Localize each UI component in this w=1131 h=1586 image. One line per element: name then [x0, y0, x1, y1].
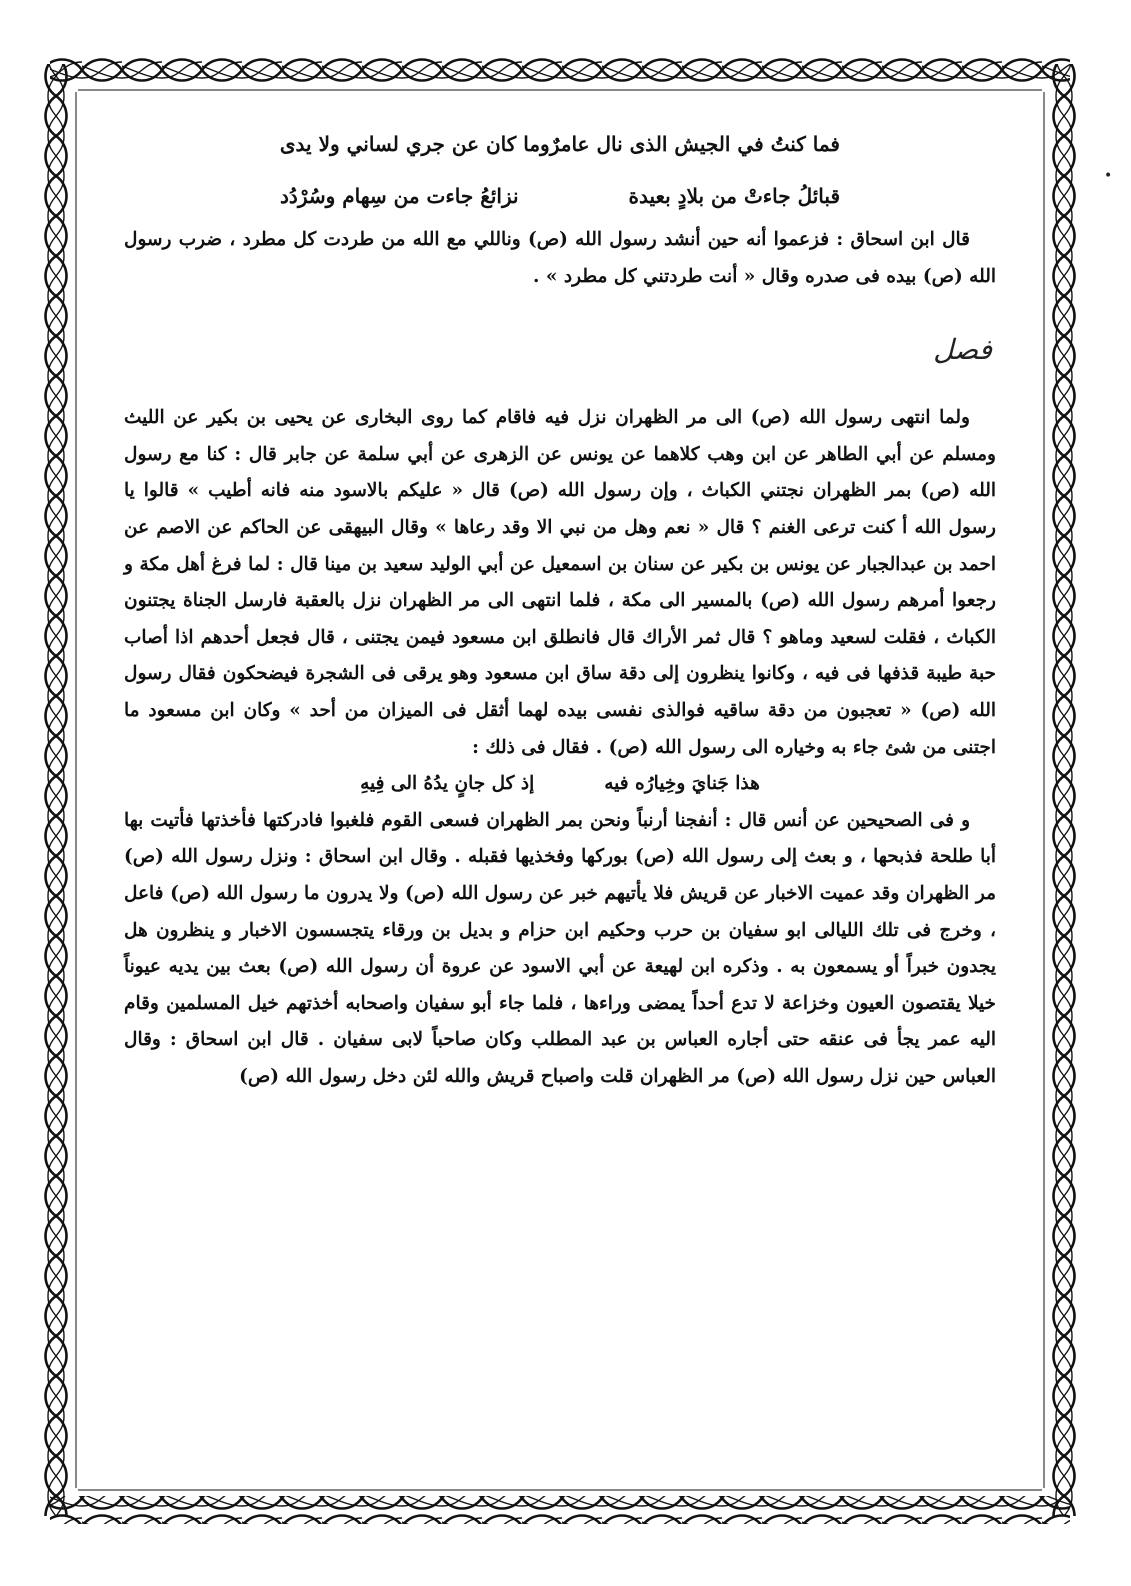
- verse-hemistich-right: فما كنتُ في الجيش الذى نال عامرٌ: [549, 132, 840, 156]
- page-content: [124, 118, 996, 1462]
- verse-hemistich-left: نزائعُ جاءت من سِهام وسُرْدُد: [280, 184, 519, 208]
- margin-mark: •: [1104, 168, 1113, 184]
- body-paragraph: ولما انتهى رسول الله (ص) الى مر الظهران نزل فيه فاقام كما روى البخارى عن يحيى بن بكير عن الليث ومسلم عن أبي الطاهر عن ابن وهب كلاهما عن يونس عن الزهرى عن أبي سلمة عن جابر قال : كنا مع رسول الله (ص) بمر الظهران نجتني الكباث ، وإن رسول الله (ص) قال « عليكم بالاسود منه فانه أطيب » قالوا يا رسول الله أ كنت ترعى الغنم ؟ قال « نعم وهل من نبي الا وقد رعاها » وقال البيهقى عن الحاكم عن الاصم عن احمد بن عبدالجبار عن يونس بن بكير عن سنان بن اسمعيل عن أبي الوليد سعيد بن مينا قال : لما فرغ أهل مكة و رجعوا أمرهم رسول الله (ص) بالمسير الى مكة ، فلما انتهى الى مر الظهران نزل بالعقبة فارسل الجناة يجتنون الكباث ، فقلت لسعيد وماهو ؟ قال ثمر الأراك قال فانطلق ابن مسعود فيمن يجتنى ، قال فجعل أحدهم اذا أصاب حبة طيبة قذفها فى فيه ، وكانوا ينظرون إلى دقة ساق ابن مسعود وهو يرقى فى الشجرة فيضحكون فقال رسول الله (ص) « تعجبون من دقة ساقيه فوالذى نفسى بيده لهما أثقل فى الميزان من أحد » وكان ابن مسعود ما اجتنى من شئ جاء به وخياره الى رسول الله (ص) . فقال فى ذلك :: [124, 407, 996, 758]
- verse-hemistich-right: قبائلُ جاءتْ من بلادٍ بعيدة: [628, 184, 840, 208]
- intro-paragraph: قال ابن اسحاق : فزعموا أنه حين أنشد رسول الله (ص) وناللي مع الله من طردت كل مطرد ، ضرب رسول الله (ص) بيده فى صدره وقال « أنت طردتني كل مطرد » .: [124, 229, 996, 287]
- verse-hemistich-right: هذا جَنايَ وخِيارُه فيه: [604, 773, 760, 795]
- page-frame: [42, 56, 1078, 1524]
- poem-verse: [280, 170, 840, 222]
- section-heading: فصل: [933, 333, 992, 367]
- inline-verse: [124, 766, 996, 803]
- poem-verse: [280, 118, 840, 170]
- body-paragraph: و فى الصحيحين عن أنس قال : أنفجنا أرنباً ونحن بمر الظهران فسعى القوم فلغبوا فادركتها فأخذتها فأتيت بها أبا طلحة فذبحها ، و بعث إلى رسول الله (ص) بوركها وفخذيها فقبله . وقال ابن اسحاق : ونزل رسول الله (ص) مر الظهران وقد عميت الاخبار عن قريش فلا يأتيهم خبر عن رسول الله (ص) ولا يدرون ما رسول الله (ص) فاعل ، وخرج فى تلك الليالى ابو سفيان بن حرب وحكيم ابن حزام و بديل بن ورقاء يتجسسون الاخبار و ينظرون هل يجدون خبراً أو يسمعون به . وذكره ابن لهيعة عن أبي الاسود عن عروة أن رسول الله (ص) بعث بين يديه عيوناً خيلا يقتصون العيون وخزاعة لا تدع أحداً يمضى وراءها ، فلما جاء أبو سفيان واصحابه أخذتهم خيل المسلمين وقام اليه عمر يجأ فى عنقه حتى أجاره العباس بن عبد المطلب وكان صاحباً لابى سفيان . قال ابن اسحاق : وقال العباس حين نزل رسول الله (ص) مر الظهران قلت واصباح قريش والله لئن دخل رسول الله (ص): [124, 809, 996, 1087]
- verse-hemistich-left: وما كان عن جري لساني ولا يدى: [279, 132, 550, 156]
- opening-poem: [280, 118, 840, 222]
- verse-hemistich-left: إذ كل جانٍ يدُهُ الى فِيهِ: [360, 773, 535, 795]
